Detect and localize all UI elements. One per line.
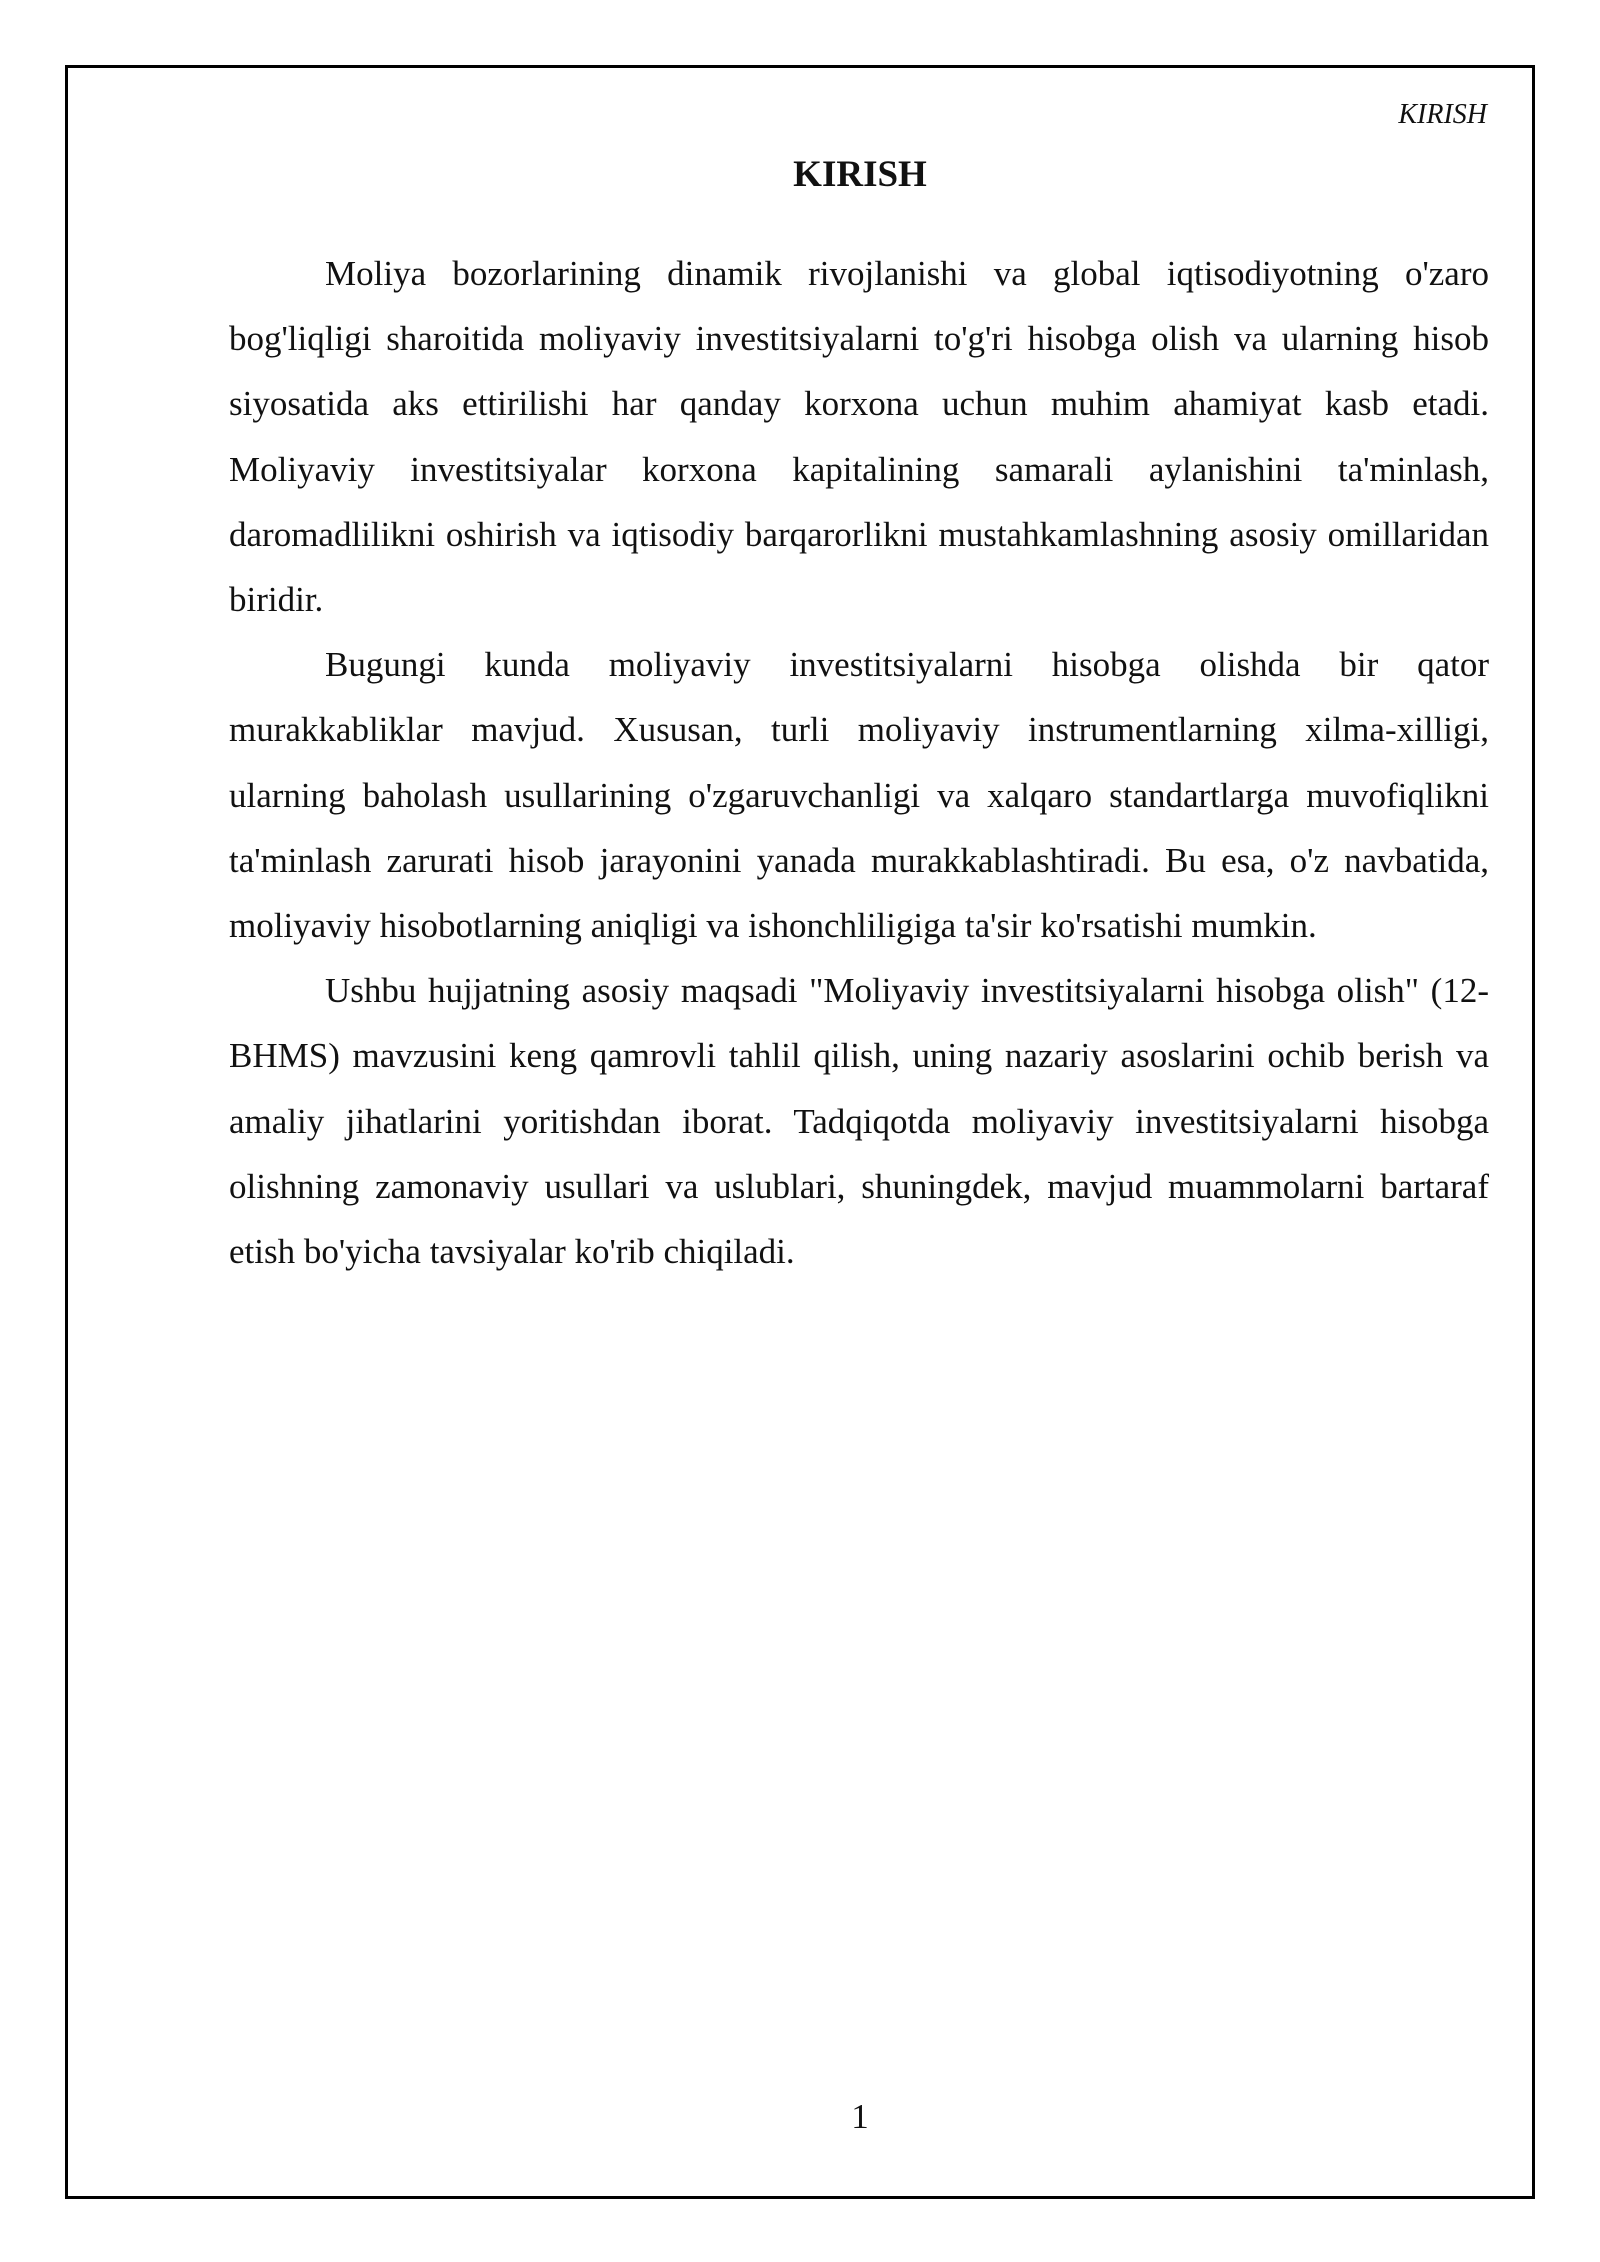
paragraph-1: Moliya bozorlarining dinamik rivojlanishi va global iqtisodiyotning o'zaro bog'liqligi sharoitida moliyaviy investitsiyalarni to'g'ri hisobga olish va ularning hisob siyosatida aks ettirilishi har qanday korxona uchun muhim ahamiyat kasb etadi. Moliyaviy investitsiyalar korxona kapitalining samarali aylanishini ta'minlash, daromadlilikni oshirish va iqtisodiy barqarorlikni mustahkamlashning asosiy omillaridan biridir. — [229, 254, 1489, 620]
running-header: KIRISH — [1398, 99, 1487, 130]
paragraph-3: Ushbu hujjatning asosiy maqsadi "Moliyaviy investitsiyalarni hisobga olish" (12-BHMS) mavzusini keng qamrovli tahlil qilish, uning nazariy asoslarini ochib berish va amaliy jihatlarini yoritishdan iborat. Tadqiqotda moliyaviy investitsiyalarni hisobga olishning zamonaviy usullari va uslublari, shuningdek, mavjud muammolarni bartaraf etish bo'yicha tavsiyalar ko'rib chiqiladi. — [229, 971, 1489, 1272]
page-number: 1 — [851, 2097, 869, 2136]
body-text — [229, 241, 1489, 1284]
paragraph-2: Bugungi kunda moliyaviy investitsiyalarni hisobga olishda bir qator murakkabliklar mavjud. Xususan, turli moliyaviy instrumentlarning xilma-xilligi, ularning baholash usullarining o'zgaruvchanligi va xalqaro standartlarga muvofiqlikni ta'minlash zarurati hisob jarayonini yanada murakkablashtiradi. Bu esa, o'z navbatida, moliyaviy hisobotlarning aniqligi va ishonchliligiga ta'sir ko'rsatishi mumkin. — [229, 645, 1489, 946]
page-title: KIRISH — [793, 154, 927, 195]
